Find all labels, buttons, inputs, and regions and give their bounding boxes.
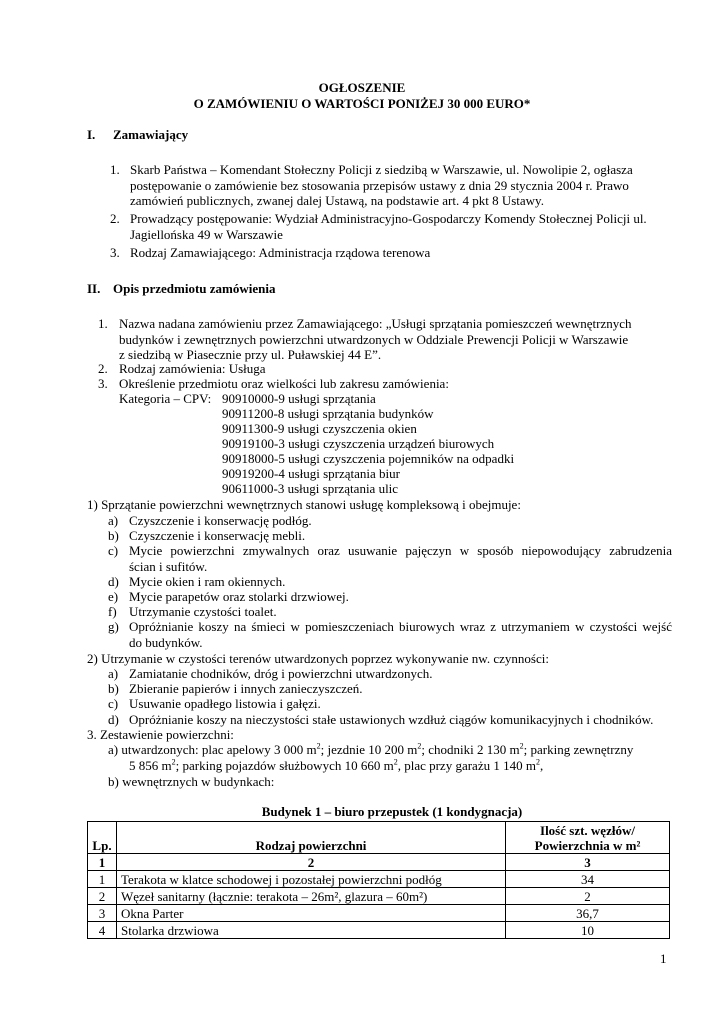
subsection-heading: 3. Zestawienie powierzchni: [87, 727, 234, 742]
text-line: Rodzaj Zamawiającego: Administracja rządowa terenowa [130, 245, 431, 260]
text-line: Prowadzący postępowanie: Wydział Administracyjno-Gospodarczy Komendy Stołecznej Policji ul. [130, 211, 647, 226]
list-number: 2. [110, 211, 120, 226]
superscript: 2 [417, 741, 422, 751]
table-header-row [88, 822, 670, 854]
list-item [98, 361, 670, 377]
list-item [108, 589, 349, 605]
table-row [88, 922, 670, 939]
surface-table [87, 821, 670, 939]
list-item [98, 376, 670, 392]
header-ilosc-line1: Ilość szt. węzłów/ [540, 822, 635, 838]
surface-list-indoor: b) wewnętrznych w budynkach: [108, 774, 275, 789]
cell-rodzaj: Okna Parter [117, 905, 506, 922]
list-item [98, 316, 670, 363]
list-number: 1. [110, 162, 120, 177]
list-letter: a) [108, 513, 119, 528]
list-item [110, 162, 670, 209]
list-text: Czyszczenie i konserwację podłóg. [129, 513, 312, 528]
text-fragment: ; parking pojazdów służbowych 10 660 m [175, 758, 394, 773]
list-text-continued: do budynków. [129, 634, 203, 650]
cell-value: 36,7 [506, 905, 670, 922]
list-number: 3. [98, 376, 108, 391]
text-line: budynków i zewnętrznych powierzchni utwardzonych w Oddziale Prewencji Policji w Warszawie [119, 331, 629, 347]
page-number: 1 [660, 951, 667, 966]
table-numbering-row [88, 854, 670, 871]
list-letter: c) [108, 696, 119, 711]
list-letter: c) [108, 543, 119, 558]
text-line: z siedzibą w Piasecznie przy ul. Puławskiej 44 E”. [119, 347, 382, 362]
list-text: Utrzymanie czystości toalet. [129, 604, 277, 619]
cell-lp: 4 [88, 922, 117, 939]
text-line: Rodzaj zamówienia: Usługa [119, 361, 266, 376]
cpv-code: 90911200-8 usługi sprzątania budynków [222, 406, 434, 421]
cell-lp: 2 [88, 888, 117, 905]
section-heading-zamawiajacy [87, 127, 188, 143]
text-line: Nazwa nadana zamówieniu przez Zamawiającego: „Usługi sprzątania pomieszczeń wewnętrznych [119, 316, 632, 331]
list-item [108, 619, 672, 650]
text-fragment: ; parking zewnętrzny [523, 742, 634, 757]
table-row [88, 871, 670, 888]
header-ilosc-line2: Powierzchnia w m² [534, 837, 641, 853]
list-item [108, 681, 363, 697]
list-item [108, 604, 277, 620]
section-title: Opis przedmiotu zamówienia [113, 281, 276, 296]
list-item [108, 543, 672, 574]
superscript: 2 [171, 757, 176, 767]
document-subtitle: O ZAMÓWIENIU O WARTOŚCI PONIŻEJ 30 000 EURO* [193, 96, 531, 111]
column-number: 1 [88, 854, 117, 871]
list-text: Zbieranie papierów i innych zanieczyszczeń. [129, 681, 363, 696]
list-letter: e) [108, 589, 119, 604]
list-text: Mycie okien i ram okiennych. [129, 574, 286, 589]
cell-rodzaj: Stolarka drzwiowa [117, 922, 506, 939]
text-fragment: ; jezdnie 10 200 m [320, 742, 418, 757]
header-rodzaj: Rodzaj powierzchni [117, 822, 506, 854]
list-text: Mycie parapetów oraz stolarki drzwiowej. [129, 589, 349, 604]
superscript: 2 [519, 741, 524, 751]
section-heading-opis [87, 281, 276, 297]
subsection-heading: 1) Sprzątanie powierzchni wewnętrznych stanowi usługę kompleksową i obejmuje: [87, 497, 521, 512]
list-letter: f) [108, 604, 117, 619]
table-row [88, 905, 670, 922]
header-ilosc [506, 822, 670, 854]
cell-rodzaj: Węzeł sanitarny (łącznie: terakota – 26m², glazura – 60m²) [117, 888, 506, 905]
cell-value: 2 [506, 888, 670, 905]
text-line: postępowanie o zamówienie bez stosowania przepisów ustawy z dnia 29 stycznia 2004 r. Prawo [130, 177, 629, 193]
cell-lp: 3 [88, 905, 117, 922]
list-item [110, 211, 670, 242]
document-title: OGŁOSZENIE [318, 80, 406, 95]
cpv-code: 90611000-3 usługi sprzątania ulic [222, 481, 399, 496]
text-line: Jagiellońska 49 w Warszawie [130, 226, 283, 242]
superscript: 2 [393, 757, 398, 767]
surface-list-outdoor-continued [129, 758, 543, 774]
cpv-code: 90919200-4 usługi sprzątania biur [222, 466, 400, 481]
section-number: II. [87, 281, 101, 296]
text-fragment: , [539, 758, 544, 773]
list-item [108, 513, 312, 529]
column-number: 3 [506, 854, 670, 871]
text-fragment: 5 856 m [129, 758, 172, 773]
header-lp: Lp. [88, 822, 117, 854]
list-letter: g) [108, 619, 119, 634]
text-fragment: a) utwardzonych: plac apelowy 3 000 m [108, 742, 317, 757]
list-text-continued: ścian i sufitów. [129, 558, 208, 574]
cell-value: 34 [506, 871, 670, 888]
list-item [108, 666, 432, 682]
list-letter: b) [108, 528, 119, 543]
text-line: zamówień publicznych, zwanej dalej Ustawą, na podstawie art. 4 pkt 8 Ustawy. [130, 193, 544, 208]
cpv-code: 90919100-3 usługi czyszczenia urządzeń biurowych [222, 436, 495, 451]
list-text: Mycie powierzchni zmywalnych oraz usuwanie pajęczyn w sposób niepowodujący zabrudzenia [129, 543, 672, 558]
cell-value: 10 [506, 922, 670, 939]
list-letter: d) [108, 574, 119, 589]
text-fragment: , plac przy garażu 1 140 m [397, 758, 536, 773]
superscript: 2 [316, 741, 321, 751]
list-letter: b) [108, 681, 119, 696]
superscript: 2 [535, 757, 540, 767]
list-letter: a) [108, 666, 119, 681]
list-number: 3. [110, 245, 120, 260]
text-line: Określenie przedmiotu oraz wielkości lub zakresu zamówienia: [119, 376, 449, 391]
list-item [108, 574, 285, 590]
cell-lp: 1 [88, 871, 117, 888]
cpv-code: 90911300-9 usługi czyszczenia okien [222, 421, 417, 436]
list-text: Usuwanie opadłego listowia i gałęzi. [129, 696, 321, 711]
table-row [88, 888, 670, 905]
list-text: Czyszczenie i konserwację mebli. [129, 528, 306, 543]
list-letter: d) [108, 712, 119, 727]
list-text: Opróżnianie koszy na śmieci w pomieszczeniach biurowych wraz z utrzymaniem w czystości wejść [129, 619, 672, 634]
surface-list-outdoor [108, 742, 633, 758]
list-text: Zamiatanie chodników, dróg i powierzchni utwardzonych. [129, 666, 433, 681]
column-number: 2 [117, 854, 506, 871]
cpv-category-label: Kategoria – CPV: [119, 391, 212, 406]
list-item [108, 712, 653, 728]
list-item [108, 696, 321, 712]
text-line: Skarb Państwa – Komendant Stołeczny Policji z siedzibą w Warszawie, ul. Nowolipie 2, ogłasza [130, 162, 633, 177]
section-title: Zamawiający [113, 127, 189, 142]
list-text: Opróżnianie koszy na nieczystości stałe ustawionych wzdłuż ciągów komunikacyjnych i chodników. [129, 712, 654, 727]
section-number: I. [87, 127, 96, 142]
list-number: 1. [98, 316, 108, 331]
cpv-code: 90910000-9 usługi sprzątania [222, 391, 376, 406]
subsection-heading: 2) Utrzymanie w czystości terenów utwardzonych poprzez wykonywanie nw. czynności: [87, 651, 549, 666]
list-item [108, 528, 305, 544]
cell-rodzaj: Terakota w klatce schodowej i pozostałej powierzchni podłóg [117, 871, 506, 888]
list-item [110, 245, 670, 261]
list-number: 2. [98, 361, 108, 376]
text-fragment: ; chodniki 2 130 m [421, 742, 520, 757]
table-caption: Budynek 1 – biuro przepustek (1 kondygnacja) [261, 804, 523, 819]
cpv-code: 90918000-5 usługi czyszczenia pojemników na odpadki [222, 451, 515, 466]
